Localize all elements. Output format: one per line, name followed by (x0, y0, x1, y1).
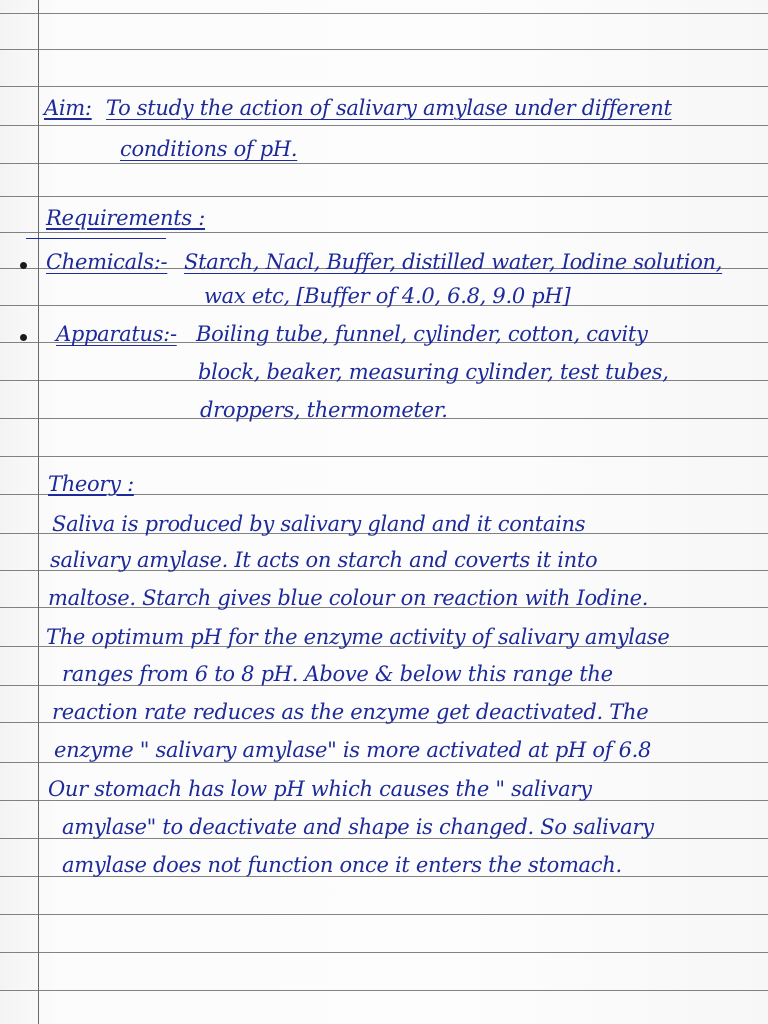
ruled-line (0, 914, 768, 915)
apparatus-label: Apparatus:- (56, 322, 177, 346)
theory-line: salivary amylase. It acts on starch and coverts it into (50, 548, 598, 572)
theory-line: amylase" to deactivate and shape is changed. So salivary (62, 815, 654, 839)
aim-line-2: conditions of pH. (120, 137, 298, 161)
chemicals-line-1: Starch, Nacl, Buffer, distilled water, Iodine solution, (184, 250, 723, 274)
apparatus-line-3: droppers, thermometer. (200, 398, 448, 422)
aim-line-1: To study the action of salivary amylase under different (106, 96, 672, 120)
apparatus-line-2: block, beaker, measuring cylinder, test tubes, (198, 360, 669, 384)
theory-line: reaction rate reduces as the enzyme get deactivated. The (52, 700, 649, 724)
theory-line: ranges from 6 to 8 pH. Above & below this range the (62, 662, 613, 686)
theory-line: Saliva is produced by salivary gland and it contains (52, 512, 586, 536)
aim-label: Aim: (44, 96, 92, 120)
margin-line (38, 0, 39, 1024)
requirements-heading: Requirements : (46, 206, 206, 230)
ruled-line (0, 762, 768, 763)
theory-line: amylase does not function once it enters the stomach. (62, 853, 622, 877)
theory-heading: Theory : (48, 472, 134, 496)
bullet (20, 334, 27, 341)
ruled-line (0, 456, 768, 457)
bullet (20, 262, 27, 269)
ruled-line (0, 125, 768, 126)
ruled-line (0, 86, 768, 87)
ruled-line (0, 196, 768, 197)
ruled-line (0, 232, 768, 233)
theory-line: The optimum pH for the enzyme activity of salivary amylase (46, 625, 670, 649)
theory-line: enzyme " salivary amylase" is more activated at pH of 6.8 (54, 738, 652, 762)
ruled-line (0, 163, 768, 164)
chemicals-line-2: wax etc, [Buffer of 4.0, 6.8, 9.0 pH] (204, 284, 571, 308)
heading-double-underline (26, 238, 166, 239)
ruled-line (0, 49, 768, 50)
ruled-line (0, 990, 768, 991)
chemicals-label: Chemicals:- (46, 250, 168, 274)
theory-line: maltose. Starch gives blue colour on reaction with Iodine. (48, 586, 649, 610)
theory-line: Our stomach has low pH which causes the " salivary (48, 777, 592, 801)
ruled-line (0, 13, 768, 14)
ruled-line (0, 952, 768, 953)
apparatus-line-1: Boiling tube, funnel, cylinder, cotton, cavity (196, 322, 648, 346)
